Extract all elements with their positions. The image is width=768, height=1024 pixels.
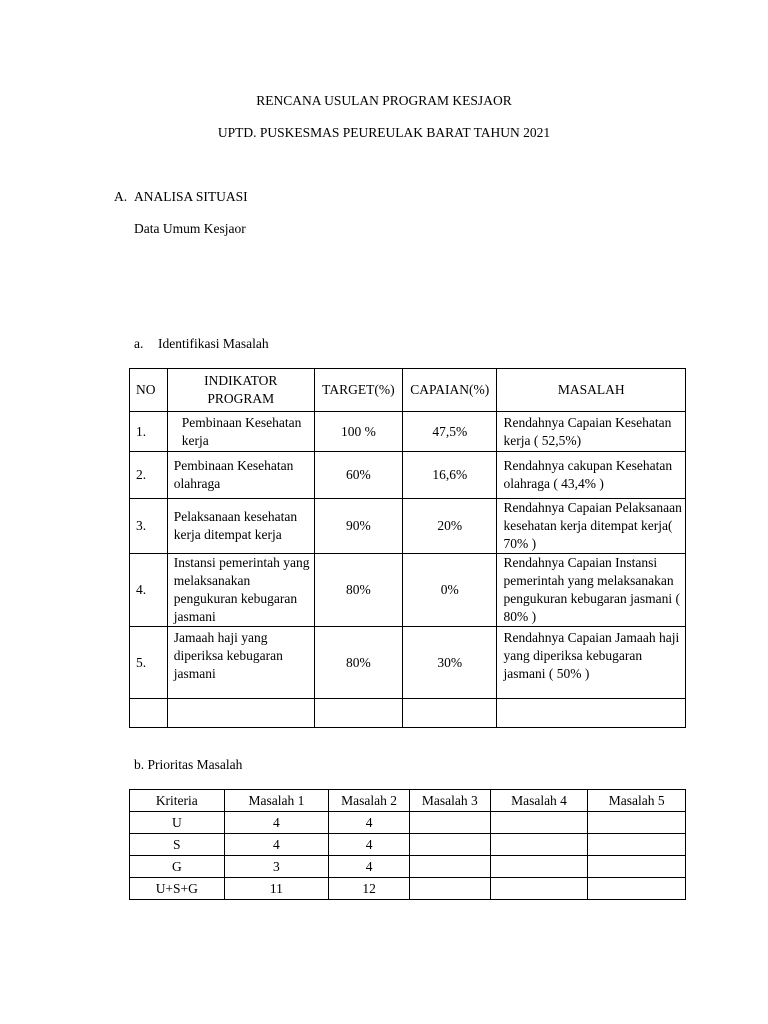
header-masalah-1: Masalah 1 (224, 790, 329, 812)
table-row (130, 627, 686, 699)
table-row (130, 812, 686, 834)
table-row (130, 554, 686, 627)
row-no: 1. (130, 412, 168, 452)
row-target: 60% (314, 452, 402, 499)
document-subtitle: UPTD. PUSKESMAS PEUREULAK BARAT TAHUN 2021 (217, 125, 551, 140)
table-row (130, 878, 686, 900)
data-umum-label: Data Umum Kesjaor (134, 221, 246, 236)
cell: 4 (329, 812, 410, 834)
row-no: 5. (130, 627, 168, 699)
cell: S (130, 834, 225, 856)
header-masalah-4: Masalah 4 (490, 790, 588, 812)
identifikasi-marker: a. (134, 336, 144, 351)
row-masalah: Rendahnya cakupan Kesehatan olahraga ( 43,4% ) (497, 452, 686, 499)
row-capaian: 20% (403, 499, 497, 554)
table-row-empty (130, 699, 686, 728)
cell (490, 834, 588, 856)
cell: 4 (224, 834, 329, 856)
row-indikator: Instansi pemerintah yang melaksanakan pengukuran kebugaran jasmani (167, 554, 314, 627)
row-target: 100 % (314, 412, 402, 452)
empty-cell (167, 699, 314, 728)
row-capaian: 16,6% (403, 452, 497, 499)
row-indikator: Jamaah haji yang diperiksa kebugaran jasmani (167, 627, 314, 699)
row-target: 80% (314, 627, 402, 699)
row-indikator: Pembinaan Kesehatan olahraga (167, 452, 314, 499)
cell (409, 834, 490, 856)
cell: 4 (329, 834, 410, 856)
table-row (130, 499, 686, 554)
header-masalah-3: Masalah 3 (409, 790, 490, 812)
cell (490, 856, 588, 878)
row-capaian: 0% (403, 554, 497, 627)
cell: G (130, 856, 225, 878)
row-capaian: 47,5% (403, 412, 497, 452)
header-target: TARGET(%) (314, 369, 402, 412)
cell: U+S+G (130, 878, 225, 900)
table-header-row (130, 369, 686, 412)
identifikasi-title: Identifikasi Masalah (158, 336, 269, 351)
cell: 11 (224, 878, 329, 900)
table-row (130, 452, 686, 499)
section-a-heading (114, 189, 248, 205)
header-kriteria: Kriteria (130, 790, 225, 812)
row-target: 80% (314, 554, 402, 627)
row-masalah: Rendahnya Capaian Kesehatan kerja ( 52,5%) (497, 412, 686, 452)
empty-cell (403, 699, 497, 728)
row-indikator-text: Pembinaan Kesehatan kerja (181, 414, 302, 448)
cell (409, 856, 490, 878)
table-row (130, 856, 686, 878)
empty-cell (130, 699, 168, 728)
identifikasi-heading (134, 336, 269, 352)
row-no: 4. (130, 554, 168, 627)
identifikasi-masalah-table (129, 368, 686, 728)
header-masalah-5: Masalah 5 (588, 790, 686, 812)
prioritas-heading: b. Prioritas Masalah (134, 757, 243, 772)
cell: 4 (224, 812, 329, 834)
row-no: 3. (130, 499, 168, 554)
cell (588, 812, 686, 834)
row-indikator (167, 412, 314, 452)
cell: 3 (224, 856, 329, 878)
cell (490, 812, 588, 834)
header-masalah: MASALAH (497, 369, 686, 412)
empty-cell (497, 699, 686, 728)
row-target: 90% (314, 499, 402, 554)
row-capaian: 30% (403, 627, 497, 699)
section-a-title: ANALISA SITUASI (134, 189, 248, 204)
cell: 12 (329, 878, 410, 900)
cell: U (130, 812, 225, 834)
table-row (130, 834, 686, 856)
header-masalah-2: Masalah 2 (329, 790, 410, 812)
header-indikator-text: INDIKATOR PROGRAM (204, 373, 278, 406)
header-capaian: CAPAIAN(%) (403, 369, 497, 412)
cell (409, 812, 490, 834)
row-no: 2. (130, 452, 168, 499)
cell (588, 856, 686, 878)
cell: 4 (329, 856, 410, 878)
table-row (130, 412, 686, 452)
cell (588, 878, 686, 900)
header-no: NO (130, 369, 168, 412)
cell (588, 834, 686, 856)
empty-cell (314, 699, 402, 728)
document-title: RENCANA USULAN PROGRAM KESJAOR (256, 93, 512, 108)
row-indikator: Pelaksanaan kesehatan kerja ditempat kerja (167, 499, 314, 554)
prioritas-masalah-table (129, 789, 686, 900)
row-masalah: Rendahnya Capaian Pelaksanaan kesehatan kerja ditempat kerja( 70% ) (497, 499, 686, 554)
row-masalah: Rendahnya Capaian Jamaah haji yang diperiksa kebugaran jasmani ( 50% ) (497, 627, 686, 699)
table-header-row (130, 790, 686, 812)
cell (409, 878, 490, 900)
header-indikator (167, 369, 314, 412)
section-a-marker: A. (114, 189, 128, 204)
cell (490, 878, 588, 900)
row-masalah: Rendahnya Capaian Instansi pemerintah yang melaksanakan pengukuran kebugaran jasmani ( 80% ) (497, 554, 686, 627)
